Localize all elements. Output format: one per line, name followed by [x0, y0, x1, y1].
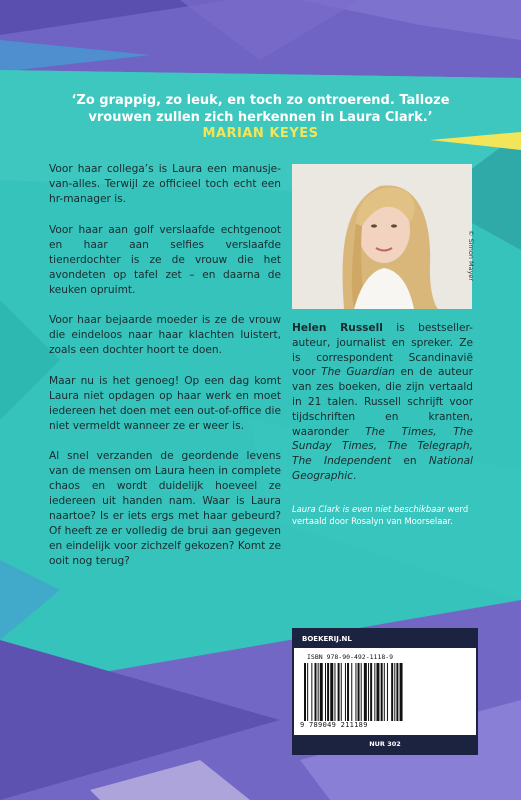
translator-text: werd vertaald door Rosalyn van Moorselaar.: [292, 504, 469, 526]
barcode-panel: [292, 628, 478, 755]
author-bio: [292, 321, 473, 484]
review-quote-line-1: ‘Zo grappig, zo leuk, en toch zo ontroerend. Talloze: [71, 93, 450, 108]
barcode: [304, 663, 466, 721]
blurb-paragraph: Maar nu is het genoeg! Op een dag komt Laura niet opdagen op haar werk en moet iedereen het doen met een out-of-office die niet vermeldt wanneer ze er weer is.: [49, 374, 281, 432]
author-name: Helen Russell: [292, 322, 383, 334]
bio-text: .: [353, 469, 357, 482]
bio-publication: National Geographic: [292, 455, 474, 482]
photo-credit: © Simon Mayer: [467, 230, 475, 282]
review-author: MARIAN KEYES: [202, 126, 319, 141]
author-photo: [292, 164, 472, 309]
blurb-paragraph: Voor haar bejaarde moeder is ze de vrouw die eindeloos naar haar klachten luistert, zoals een dochter hoort te doen.: [49, 314, 281, 356]
blurb: [49, 162, 281, 585]
barcode-digits: 9 789049 211189: [300, 721, 368, 729]
book-title: Laura Clark is even niet beschikbaar: [292, 504, 445, 514]
review-quote-line-2: vrouwen zullen zich herkennen in Laura Clark.’: [88, 110, 433, 125]
isbn-text: ISBN 978-90-492-1118-9: [307, 653, 394, 661]
bio-text: is bestseller-auteur, journalist en spreker. Ze is correspondent Scandinavië voor: [292, 322, 473, 379]
bio-publication: The Times, The Sunday Times, The Telegraph, The Independent: [292, 425, 474, 468]
bio-text: en: [391, 455, 429, 468]
translation-note: [292, 504, 482, 527]
blurb-paragraph: Voor haar collega’s is Laura een manusje-van-alles. Terwijl ze officieel toch echt een hr-manager is.: [49, 163, 281, 205]
review-quote: [30, 92, 491, 126]
publisher-label: BOEKERIJ.NL: [294, 630, 476, 648]
bio-publication: The Guardian: [321, 366, 395, 379]
blurb-paragraph: Voor haar aan golf verslaafde echtgenoot en haar aan selfies verslaafde tienerdochter is ze de vrouw die het avondeten op tafel zet – en daarna de keuken opruimt.: [49, 223, 281, 296]
bio-text: en de auteur van zes boeken, die zijn vertaald in 21 talen. Russell schrijft voor tijdschriften en kranten, waaronder: [292, 366, 473, 438]
nur-label: NUR 302: [294, 735, 476, 753]
blurb-paragraph: Al snel verzanden de geordende levens van de mensen om Laura heen in complete chaos en wordt duidelijk hoeveel ze iedereen uit handen nam. Waar is Laura naartoe? Is er iets ergs met haar gebeurd? Of heeft ze er volledig de brui aan gegeven en eindelijk voor zichzelf gekozen? Komt ze ooit nog terug?: [49, 450, 281, 567]
